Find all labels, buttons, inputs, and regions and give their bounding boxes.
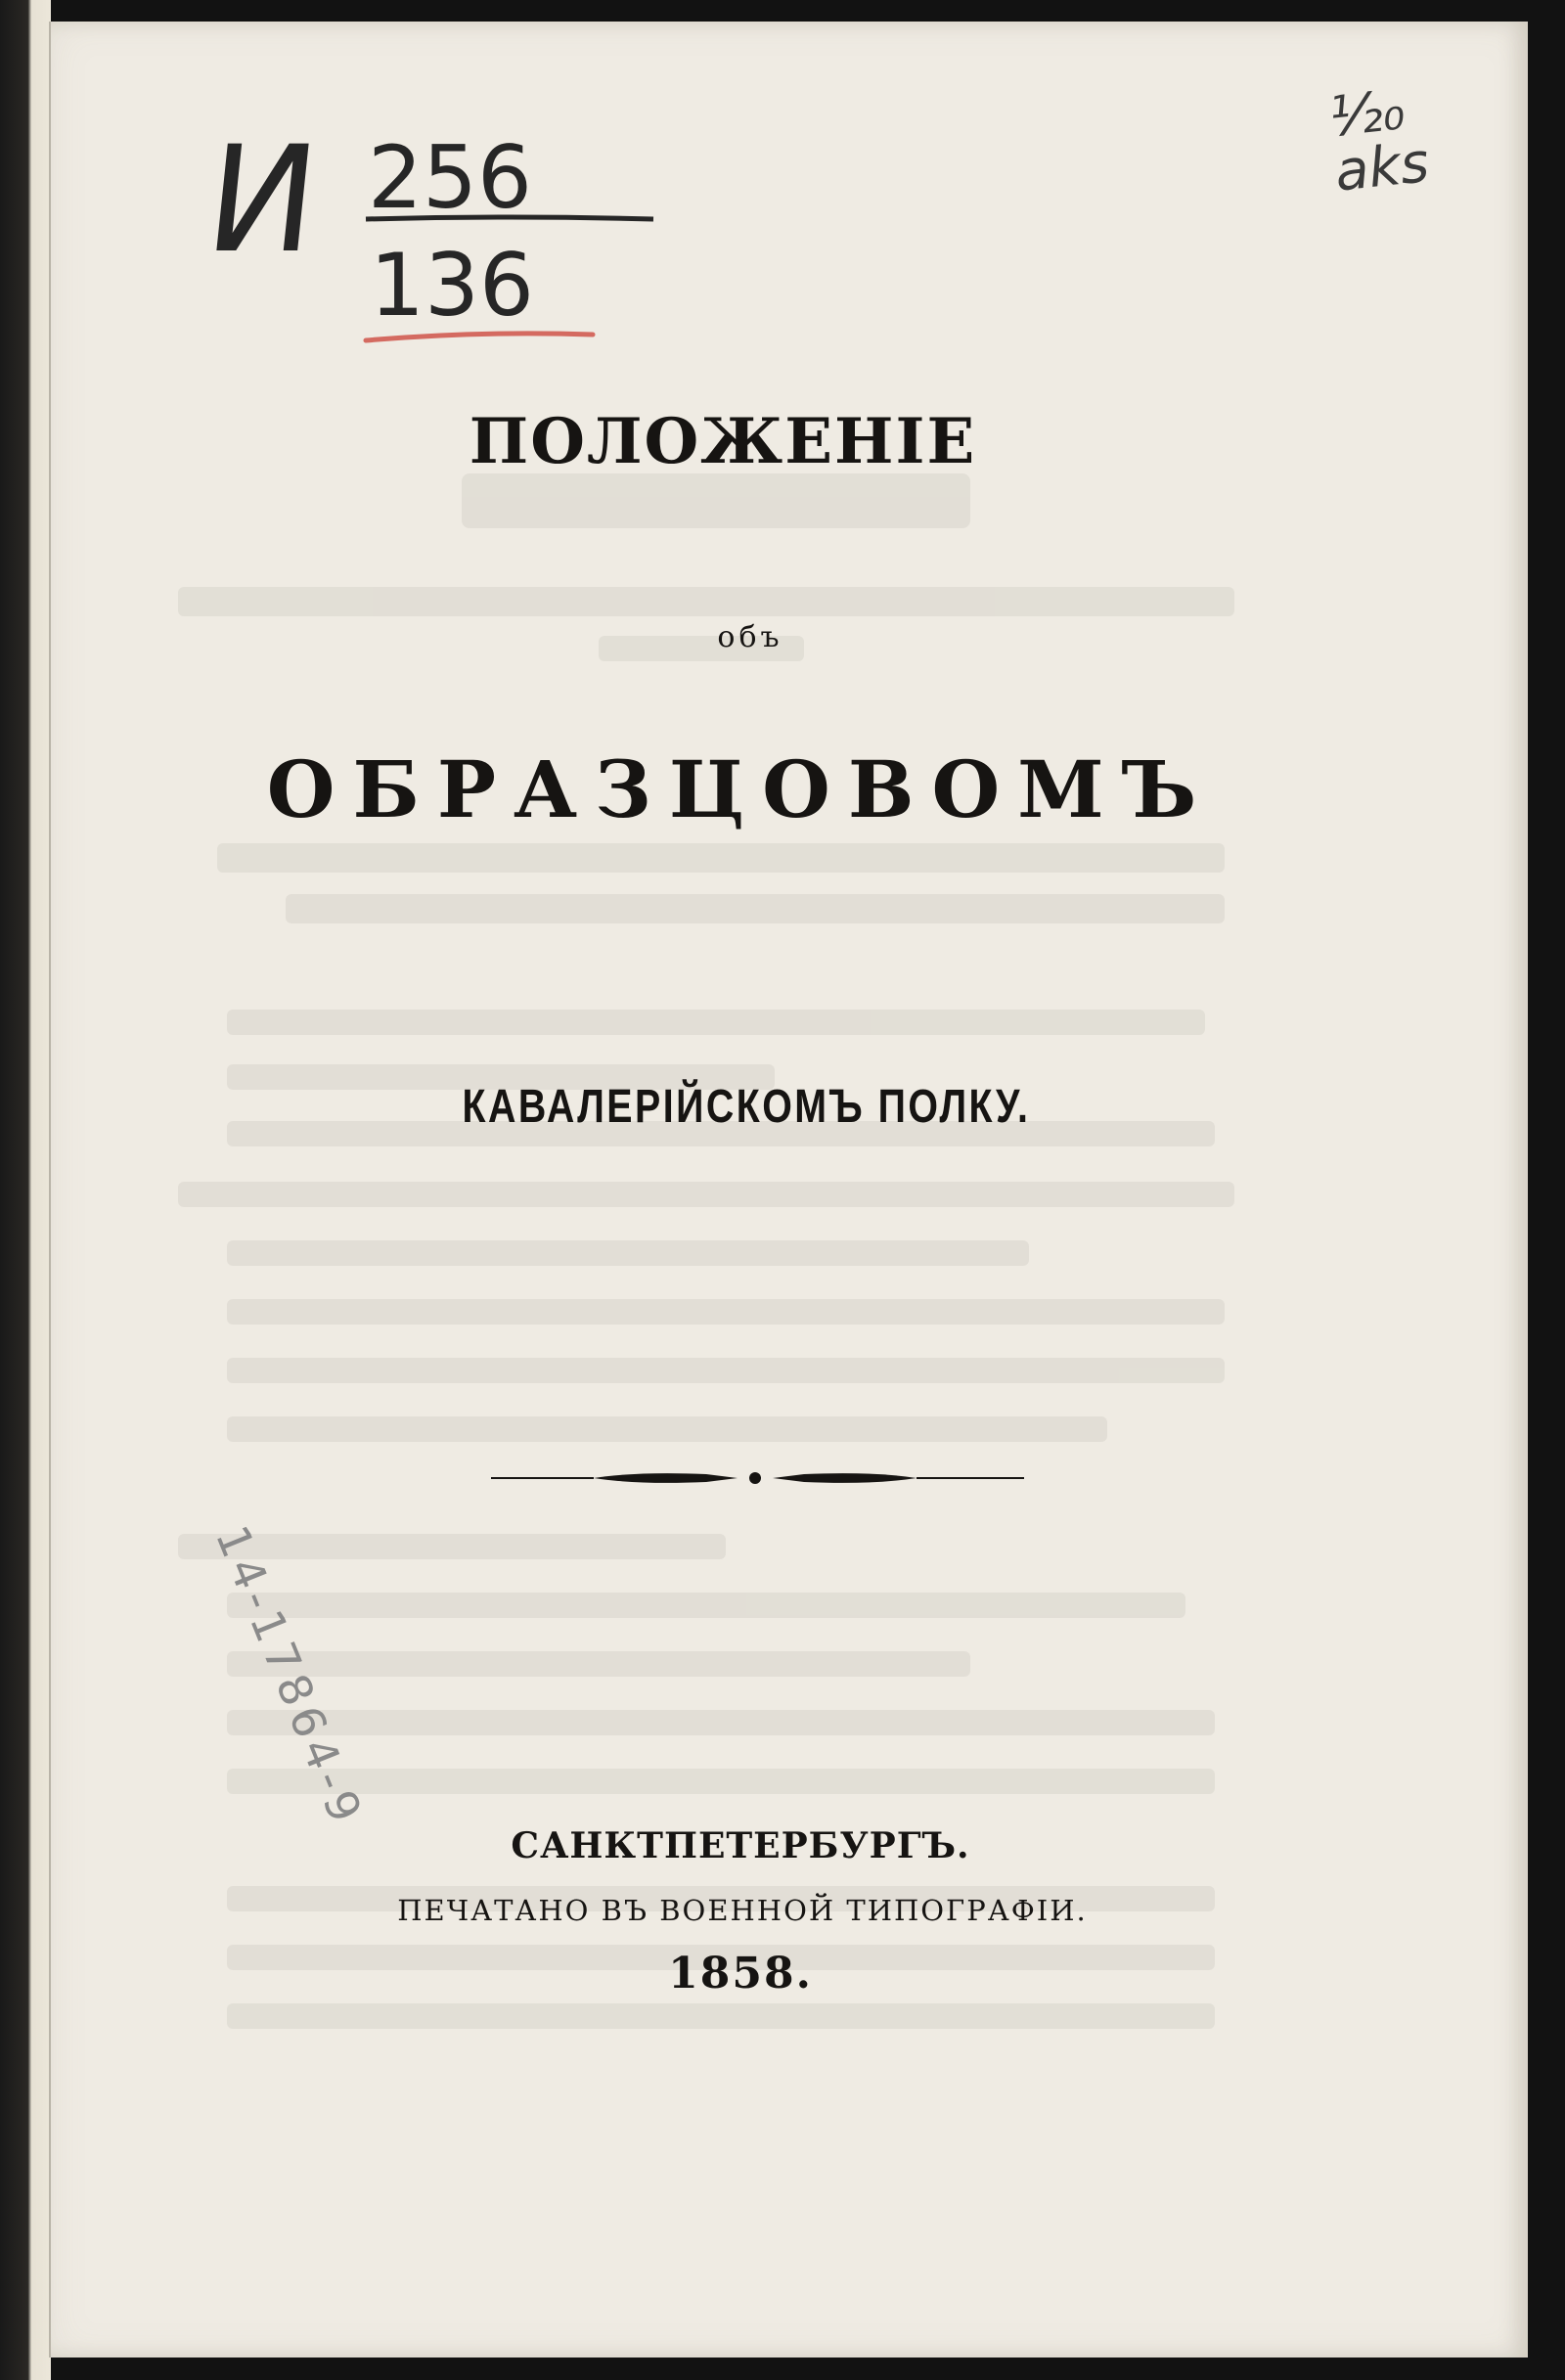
title-page bbox=[49, 22, 1528, 2358]
margin-stamp-number: 14-17864-9 bbox=[204, 1518, 375, 1835]
shelf-mark-number-bottom: 136 bbox=[370, 235, 534, 336]
shelf-mark-fraction-line bbox=[364, 213, 657, 225]
title: ПОЛОЖЕНІЕ bbox=[469, 405, 977, 478]
pencil-underline bbox=[362, 327, 597, 346]
imprint-printer: ПЕЧАТАНО ВЪ ВОЕННОЙ ТИПОГРАФІИ. bbox=[397, 1894, 1088, 1927]
imprint-city: САНКТПЕТЕРБУРГЪ. bbox=[511, 1825, 970, 1866]
shelf-mark-number-top: 256 bbox=[368, 127, 532, 228]
subject-line: ОБРАЗЦОВОМЪ bbox=[266, 743, 1215, 835]
imprint-year: 1858. bbox=[668, 1949, 813, 1998]
preposition: объ bbox=[717, 620, 783, 654]
show-through-text bbox=[51, 22, 1528, 2358]
regiment-line: КАВАЛЕРІЙСКОМЪ ПОЛКУ. bbox=[462, 1081, 1031, 1133]
binding-strip bbox=[0, 0, 51, 2380]
corner-note-line-1: ¹⁄₂₀ bbox=[1325, 78, 1408, 150]
ornamental-rule bbox=[481, 1463, 1029, 1493]
shelf-mark-letter: И bbox=[198, 115, 327, 286]
corner-pencil-note bbox=[1325, 78, 1432, 204]
corner-note-line-2: aks bbox=[1331, 131, 1432, 204]
